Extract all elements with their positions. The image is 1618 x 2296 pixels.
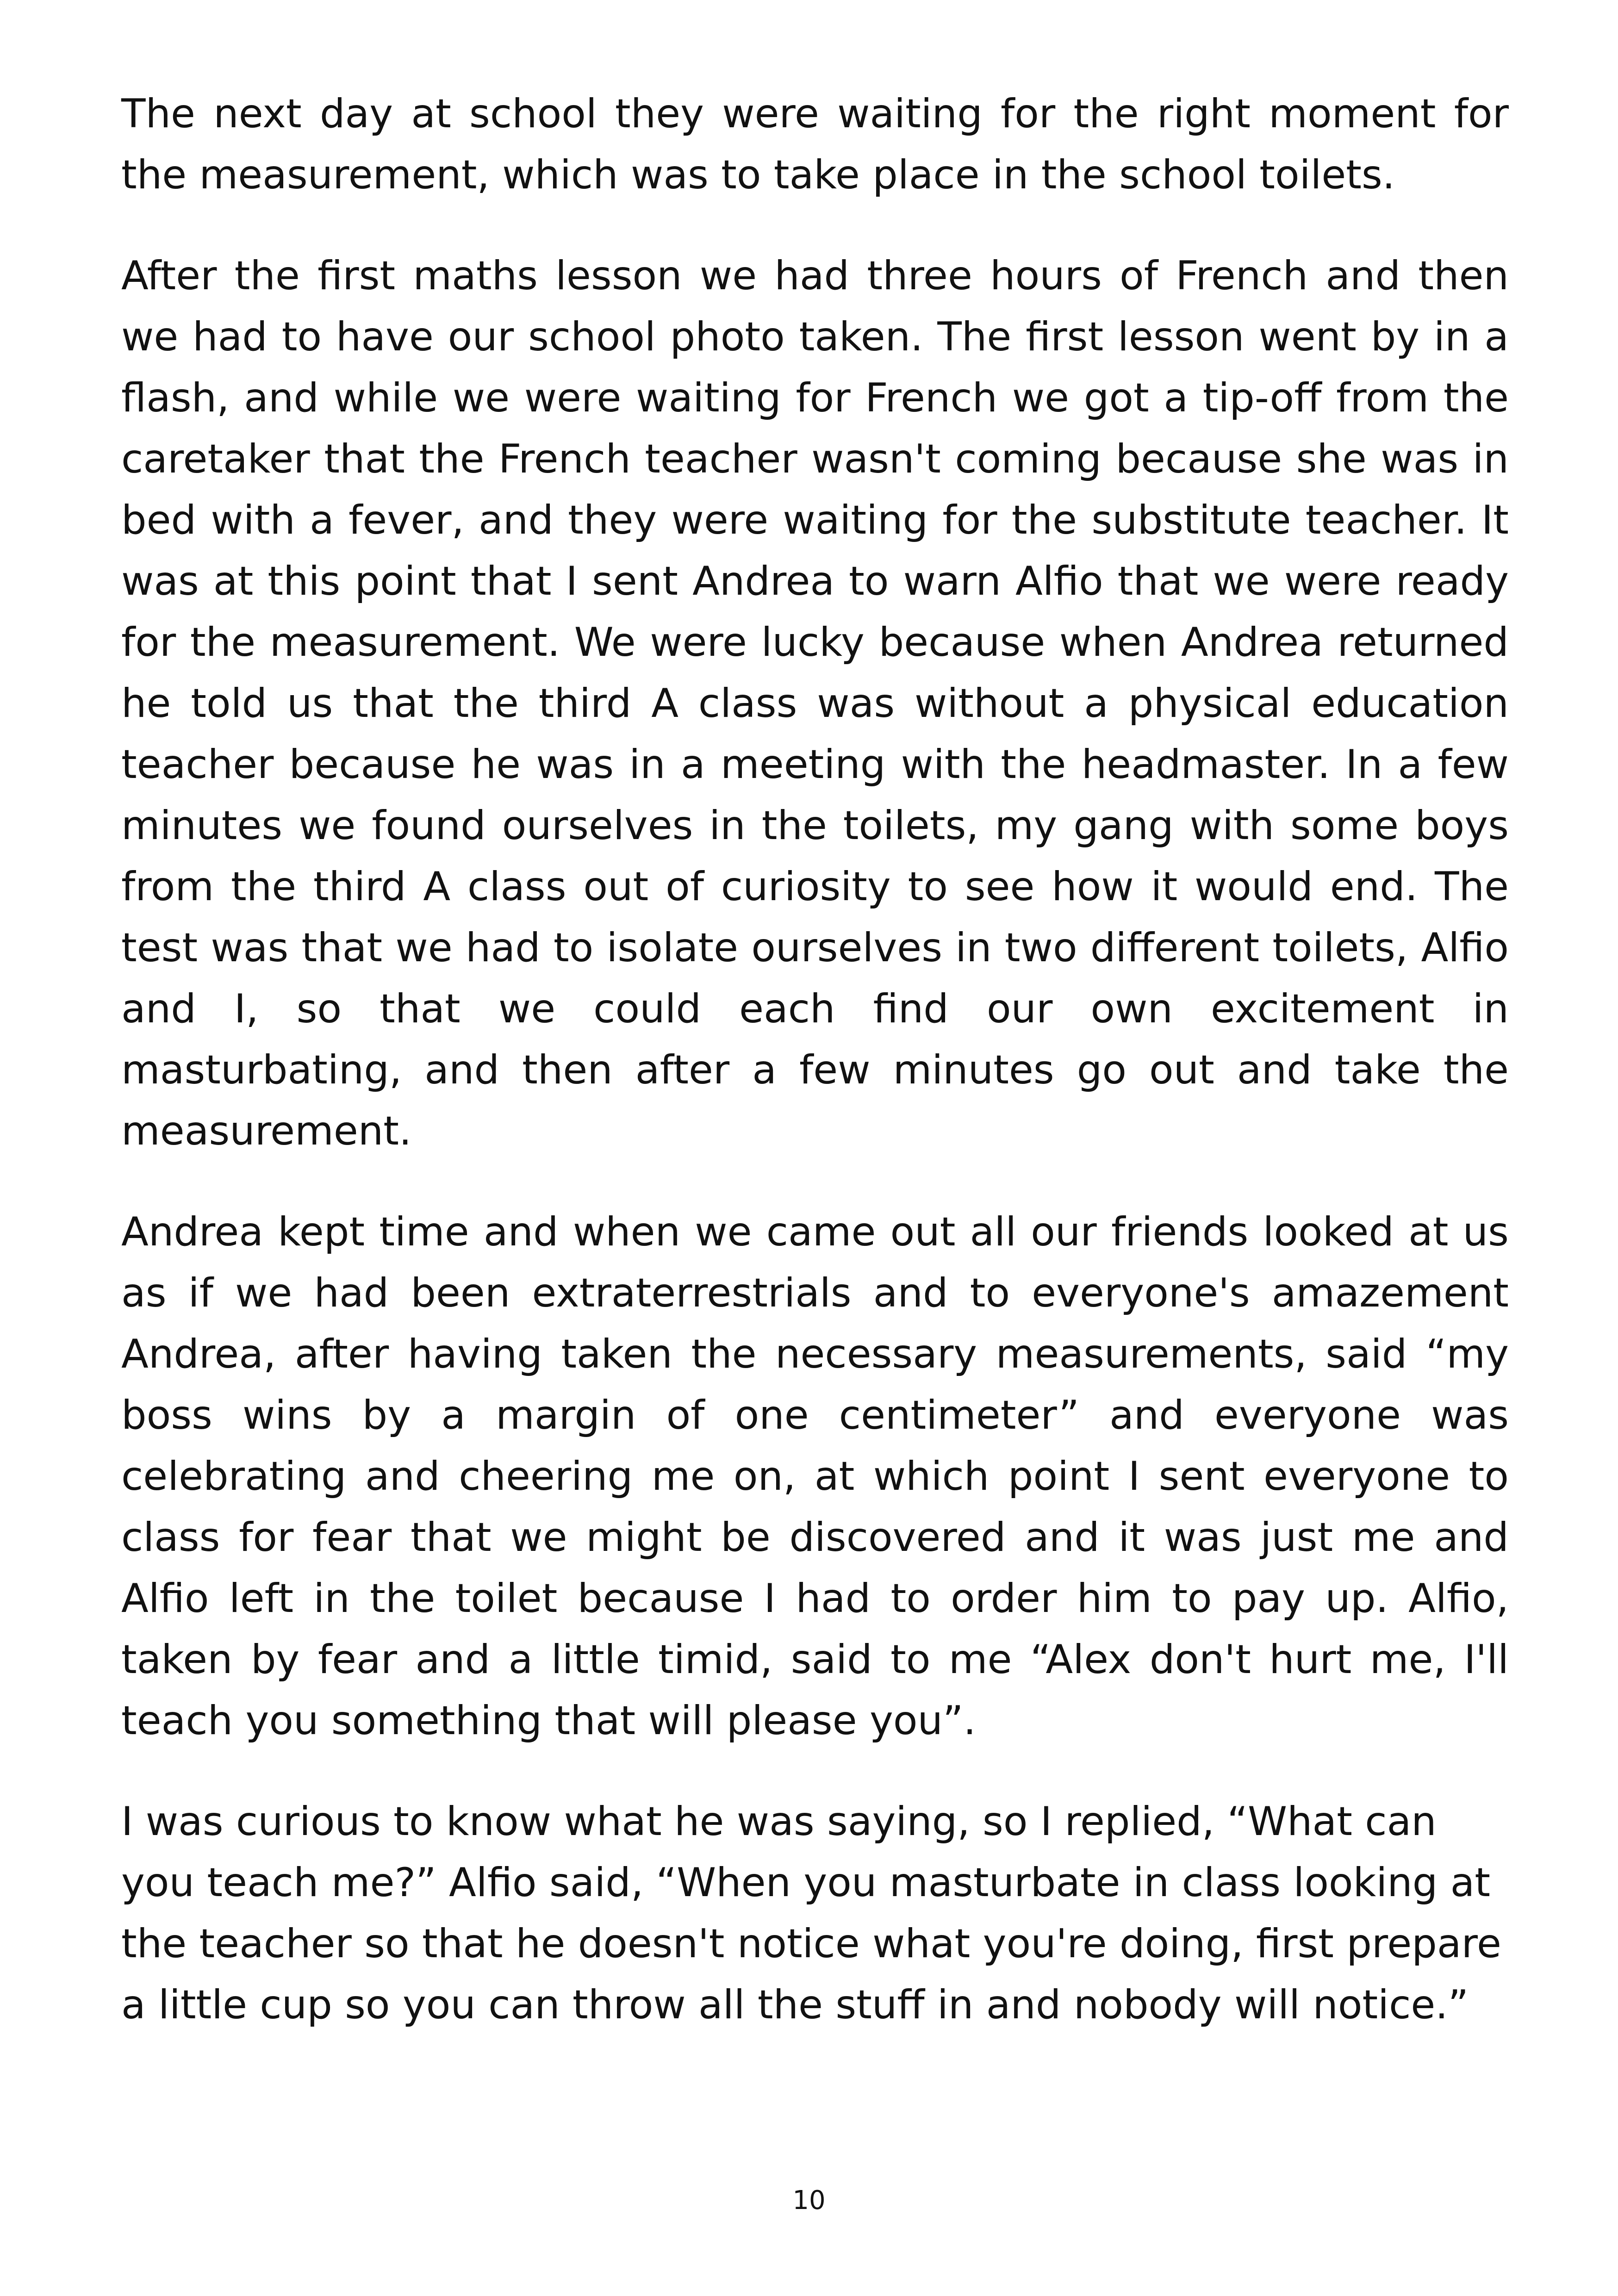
body-text — [121, 83, 1509, 2035]
paragraph-3: Andrea kept time and when we came out all our friends looked at us as if we had been extraterrestrials and to everyone's amazement Andrea, after having taken the necessary measurements, said “my boss wins by a margin of one centimeter” and everyone was celebrating and cheering me on, at which point I sent everyone to class for fear that we might be discovered and it was just me and Alfio left in the toilet because I had to order him to pay up. Alfio, taken by fear and a little timid, said to me “Alex don't hurt me, I'll teach you something that will please you”. — [121, 1209, 1509, 1744]
paragraph-4: I was curious to know what he was saying, so I replied, “What can you teach me?” Alfio said, “When you masturbate in class looking at the teacher so that he doesn't notice what you're doing, first prepare a little cup so you can throw all the stuff in and nobody will notice.” — [121, 1798, 1501, 2028]
page-number: 10 — [792, 2185, 826, 2215]
paragraph-1: The next day at school they were waiting for the right moment for the measurement, which was to take place in the school toilets. — [121, 91, 1509, 198]
paragraph-2: After the first maths lesson we had three hours of French and then we had to have our school photo taken. The first lesson went by in a flash, and while we were waiting for French we got a tip-off from the caretaker that the French teacher wasn't coming because she was in bed with a fever, and they were waiting for the substitute teacher. It was at this point that I sent Andrea to warn Alfio that we were ready for the measurement. We were lucky because when Andrea returned he told us that the third A class was without a physical education teacher because he was in a meeting with the headmaster. In a few minutes we found ourselves in the toilets, my gang with some boys from the third A class out of curiosity to see how it would end. The test was that we had to isolate ourselves in two different toilets, Alfio and I, so that we could each find our own excitement in masturbating, and then after a few minutes go out and take the measurement. — [121, 253, 1509, 1154]
